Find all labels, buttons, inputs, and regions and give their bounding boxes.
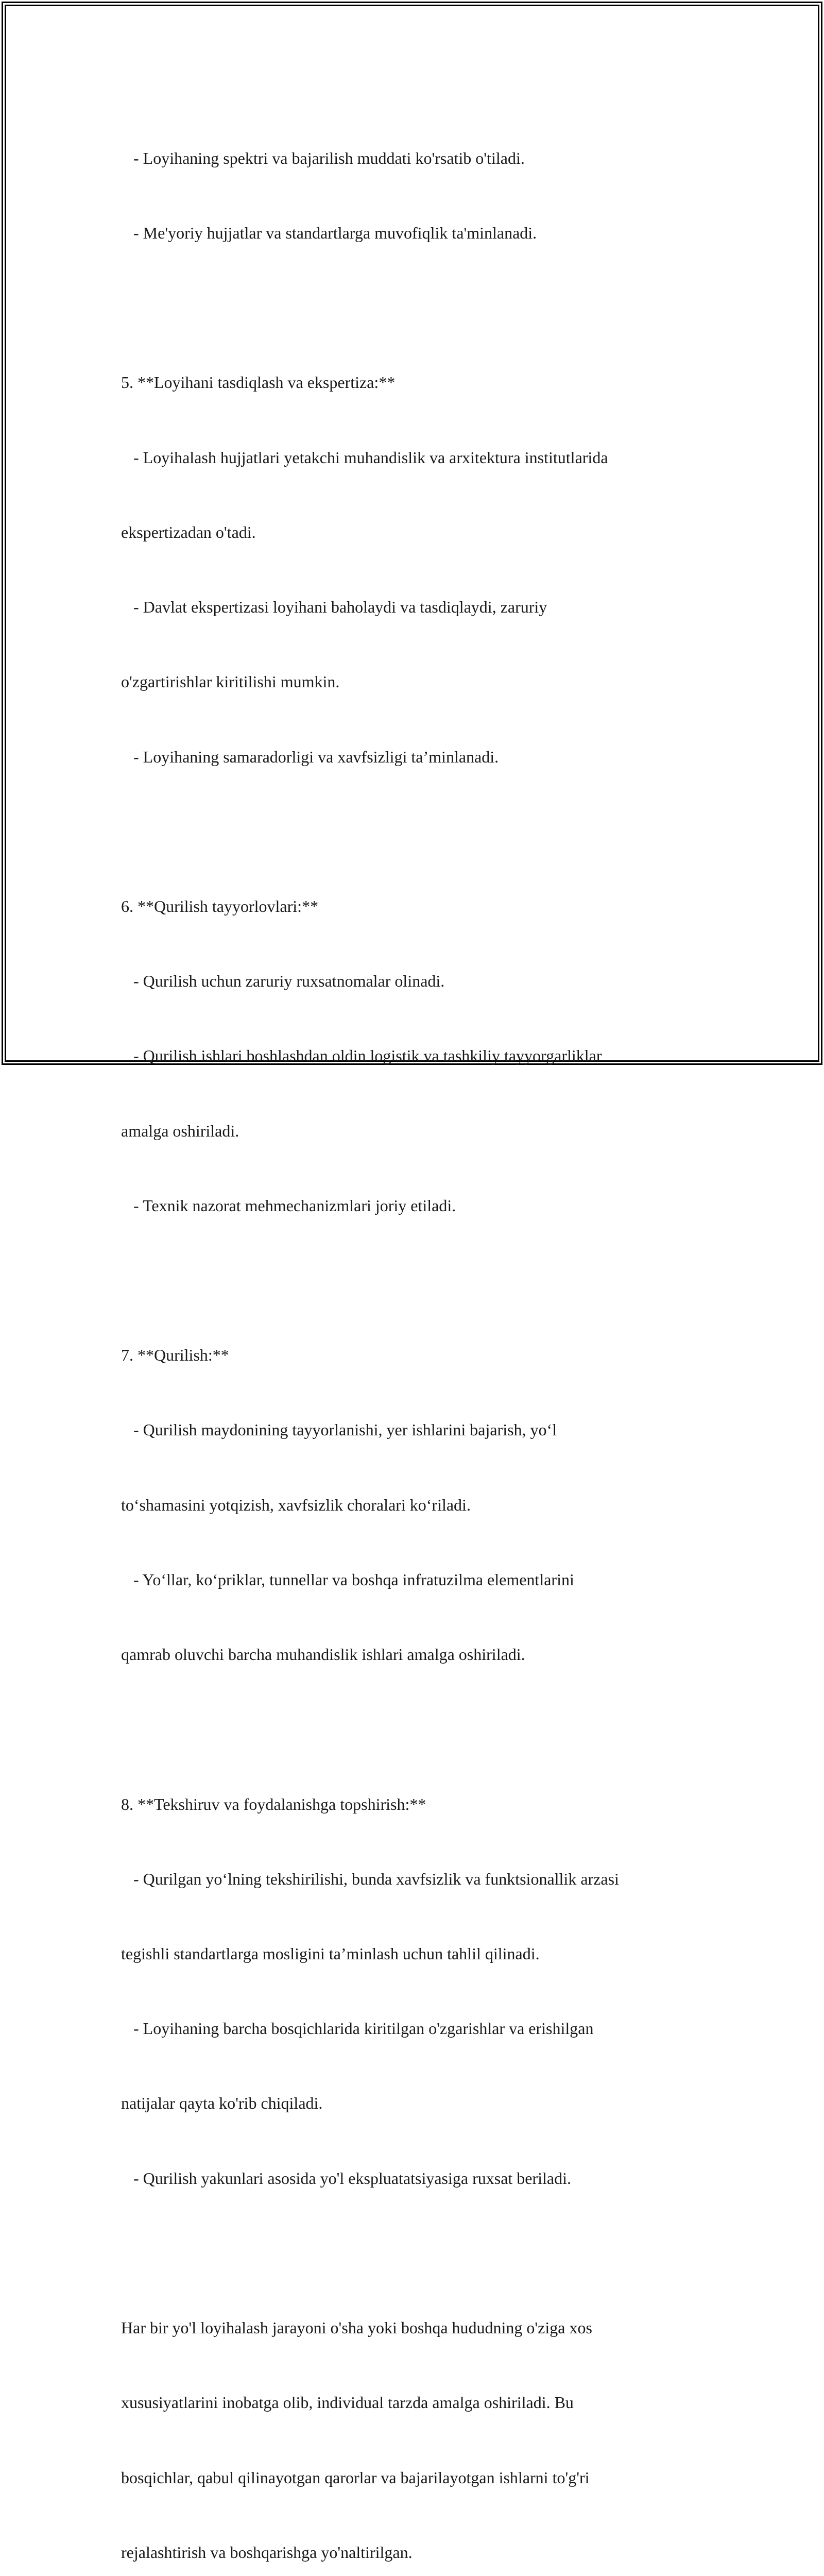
text-line: - Davlat ekspertizasi loyihani baholaydi va tasdiqlaydi, zaruriy (121, 598, 547, 617)
text-line: - Yo‘llar, ko‘priklar, tunnellar va boshqa infratuzilma elementlarini (121, 1570, 574, 1589)
section-heading: 5. **Loyihani tasdiqlash va ekspertiza:** (121, 373, 396, 392)
text-line: ekspertizadan o'tadi. (121, 522, 256, 541)
text-line: to‘shamasini yotqizish, xavfsizlik choralari ko‘riladi. (121, 1495, 471, 1514)
text-line: - Loyihaning samaradorligi va xavfsizligi ta’minlanadi. (121, 747, 499, 766)
section-heading: 8. **Tekshiruv va foydalanishga topshirish:** (121, 1794, 426, 1814)
text-line: - Qurilish maydonining tayyorlanishi, yer ishlarini bajarish, yo‘l (121, 1420, 557, 1439)
text-line: - Me'yoriy hujjatlar va standartlarga muvofiqlik ta'minlanadi. (121, 224, 537, 243)
text-line: tegishli standartlarga mosligini ta’minlash uchun tahlil qilinadi. (121, 1944, 540, 1963)
text-line: qamrab oluvchi barcha muhandislik ishlari amalga oshiriladi. (121, 1645, 525, 1664)
blank-line (121, 1717, 703, 1741)
text-line: amalga oshiriladi. (121, 1121, 239, 1140)
closing-paragraph-line: xususiyatlarini inobatga olib, individual tarzda amalga oshiriladi. Bu (121, 2393, 574, 2412)
blank-line (121, 819, 703, 844)
text-line: - Qurilish yakunlari asosida yo'l ekspluatatsiyasiga ruxsat beriladi. (121, 2168, 572, 2188)
text-line: o'zgartirishlar kiritilishi mumkin. (121, 672, 340, 691)
blank-line (121, 1268, 703, 1293)
blank-line (121, 2241, 703, 2265)
text-line: - Qurilish uchun zaruriy ruxsatnomalar olinadi. (121, 972, 445, 991)
closing-paragraph-line: rejalashtirish va boshqarishga yo'naltirilgan. (121, 2543, 413, 2562)
text-line: - Texnik nazorat mehmechanizmlari joriy etiladi. (121, 1196, 456, 1215)
text-line: - Qurilgan yo‘lning tekshirilishi, bunda xavfsizlik va funktsionallik arzasi (121, 1869, 619, 1888)
closing-paragraph-line: Har bir yo'l loyihalash jarayoni o'sha yoki boshqa hududning o'ziga xos (121, 2318, 592, 2337)
blank-line (121, 295, 703, 320)
document-body (121, 96, 703, 2576)
section-heading: 6. **Qurilish tayyorlovlari:** (121, 896, 319, 916)
section-heading: 7. **Qurilish:** (121, 1346, 229, 1365)
text-line: - Loyihaning spektri va bajarilish muddati ko'rsatib o'tiladi. (121, 148, 525, 167)
text-line: - Loyihalash hujjatlari yetakchi muhandislik va arxitektura institutlarida (121, 448, 608, 467)
text-line: - Loyihaning barcha bosqichlarida kiritilgan o'zgarishlar va erishilgan (121, 2019, 594, 2038)
text-line: natijalar qayta ko'rib chiqiladi. (121, 2094, 323, 2113)
text-line: - Qurilish ishlari boshlashdan oldin logistik va tashkiliy tayyorgarliklar (121, 1046, 602, 1065)
closing-paragraph-line: bosqichlar, qabul qilinayotgan qarorlar va bajarilayotgan ishlarni to'g'ri (121, 2468, 590, 2487)
